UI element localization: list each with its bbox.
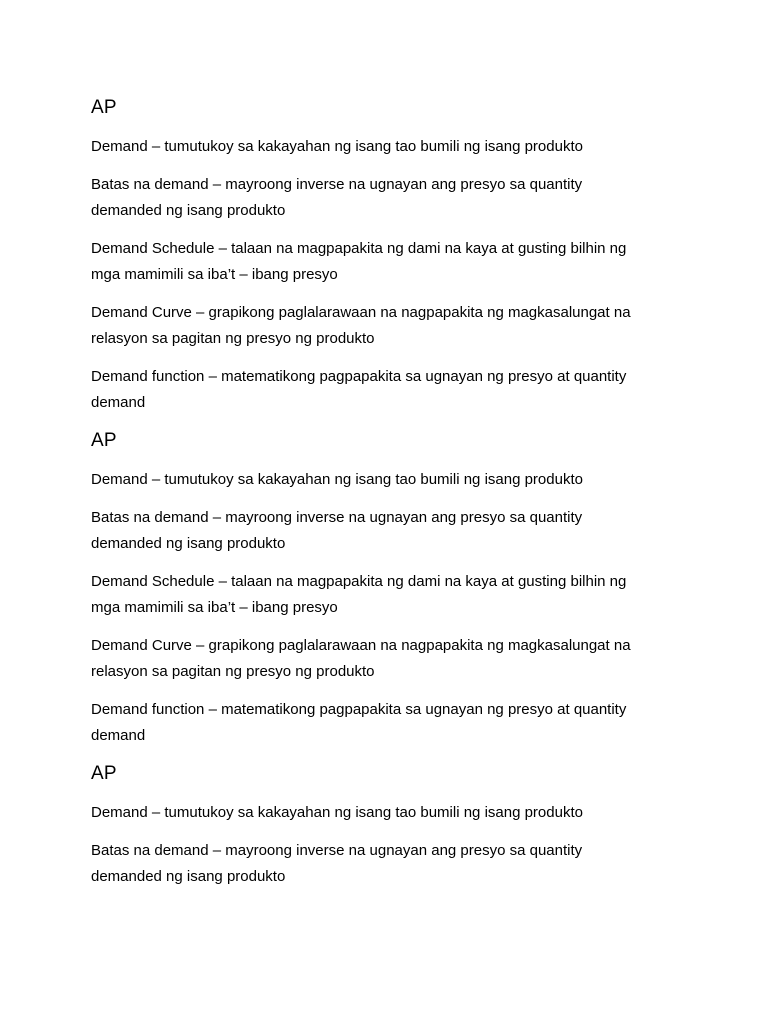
- paragraph-demand: [91, 467, 691, 493]
- section-heading: AP: [91, 97, 117, 118]
- paragraph-line: Demand function – matematikong pagpapakita sa ugnayan ng presyo at quantity: [91, 701, 627, 718]
- paragraph-demand-curve: [91, 633, 691, 685]
- paragraph-batas-na-demand: [91, 838, 691, 890]
- section-1: [91, 95, 691, 416]
- paragraph-line: demanded ng isang produkto: [91, 535, 286, 552]
- paragraph-line: Demand Schedule – talaan na magpapakita ng dami na kaya at gusting bilhin ng: [91, 240, 627, 257]
- paragraph-line: Demand Curve – grapikong paglalarawaan na nagpapakita ng magkasalungat na: [91, 304, 631, 321]
- document-content: [91, 95, 691, 902]
- paragraph-batas-na-demand: [91, 172, 691, 224]
- paragraph-batas-na-demand: [91, 505, 691, 557]
- paragraph-line: Demand Curve – grapikong paglalarawaan na nagpapakita ng magkasalungat na: [91, 637, 631, 654]
- paragraph-line: Batas na demand – mayroong inverse na ugnayan ang presyo sa quantity: [91, 176, 583, 193]
- paragraph-line: Demand – tumutukoy sa kakayahan ng isang tao bumili ng isang produkto: [91, 138, 583, 155]
- paragraph-line: Demand function – matematikong pagpapakita sa ugnayan ng presyo at quantity: [91, 368, 627, 385]
- paragraph-line: demand: [91, 394, 146, 411]
- paragraph-demand-schedule: [91, 236, 691, 288]
- paragraph-line: Demand – tumutukoy sa kakayahan ng isang tao bumili ng isang produkto: [91, 471, 583, 488]
- section-heading: AP: [91, 763, 117, 784]
- section-2: [91, 428, 691, 749]
- paragraph-line: mga mamimili sa iba’t – ibang presyo: [91, 599, 338, 616]
- paragraph-line: mga mamimili sa iba’t – ibang presyo: [91, 266, 338, 283]
- section-heading: AP: [91, 430, 117, 451]
- paragraph-line: relasyon sa pagitan ng presyo ng produkto: [91, 663, 375, 680]
- paragraph-line: relasyon sa pagitan ng presyo ng produkto: [91, 330, 375, 347]
- paragraph-line: Demand Schedule – talaan na magpapakita ng dami na kaya at gusting bilhin ng: [91, 573, 627, 590]
- section-3: [91, 761, 691, 890]
- paragraph-demand-schedule: [91, 569, 691, 621]
- paragraph-demand-function: [91, 697, 691, 749]
- paragraph-line: Batas na demand – mayroong inverse na ugnayan ang presyo sa quantity: [91, 509, 583, 526]
- paragraph-line: demanded ng isang produkto: [91, 868, 286, 885]
- paragraph-demand: [91, 800, 691, 826]
- paragraph-line: Batas na demand – mayroong inverse na ugnayan ang presyo sa quantity: [91, 842, 583, 859]
- paragraph-demand-curve: [91, 300, 691, 352]
- paragraph-demand: [91, 134, 691, 160]
- paragraph-line: Demand – tumutukoy sa kakayahan ng isang tao bumili ng isang produkto: [91, 804, 583, 821]
- paragraph-line: demanded ng isang produkto: [91, 202, 286, 219]
- paragraph-line: demand: [91, 727, 146, 744]
- paragraph-demand-function: [91, 364, 691, 416]
